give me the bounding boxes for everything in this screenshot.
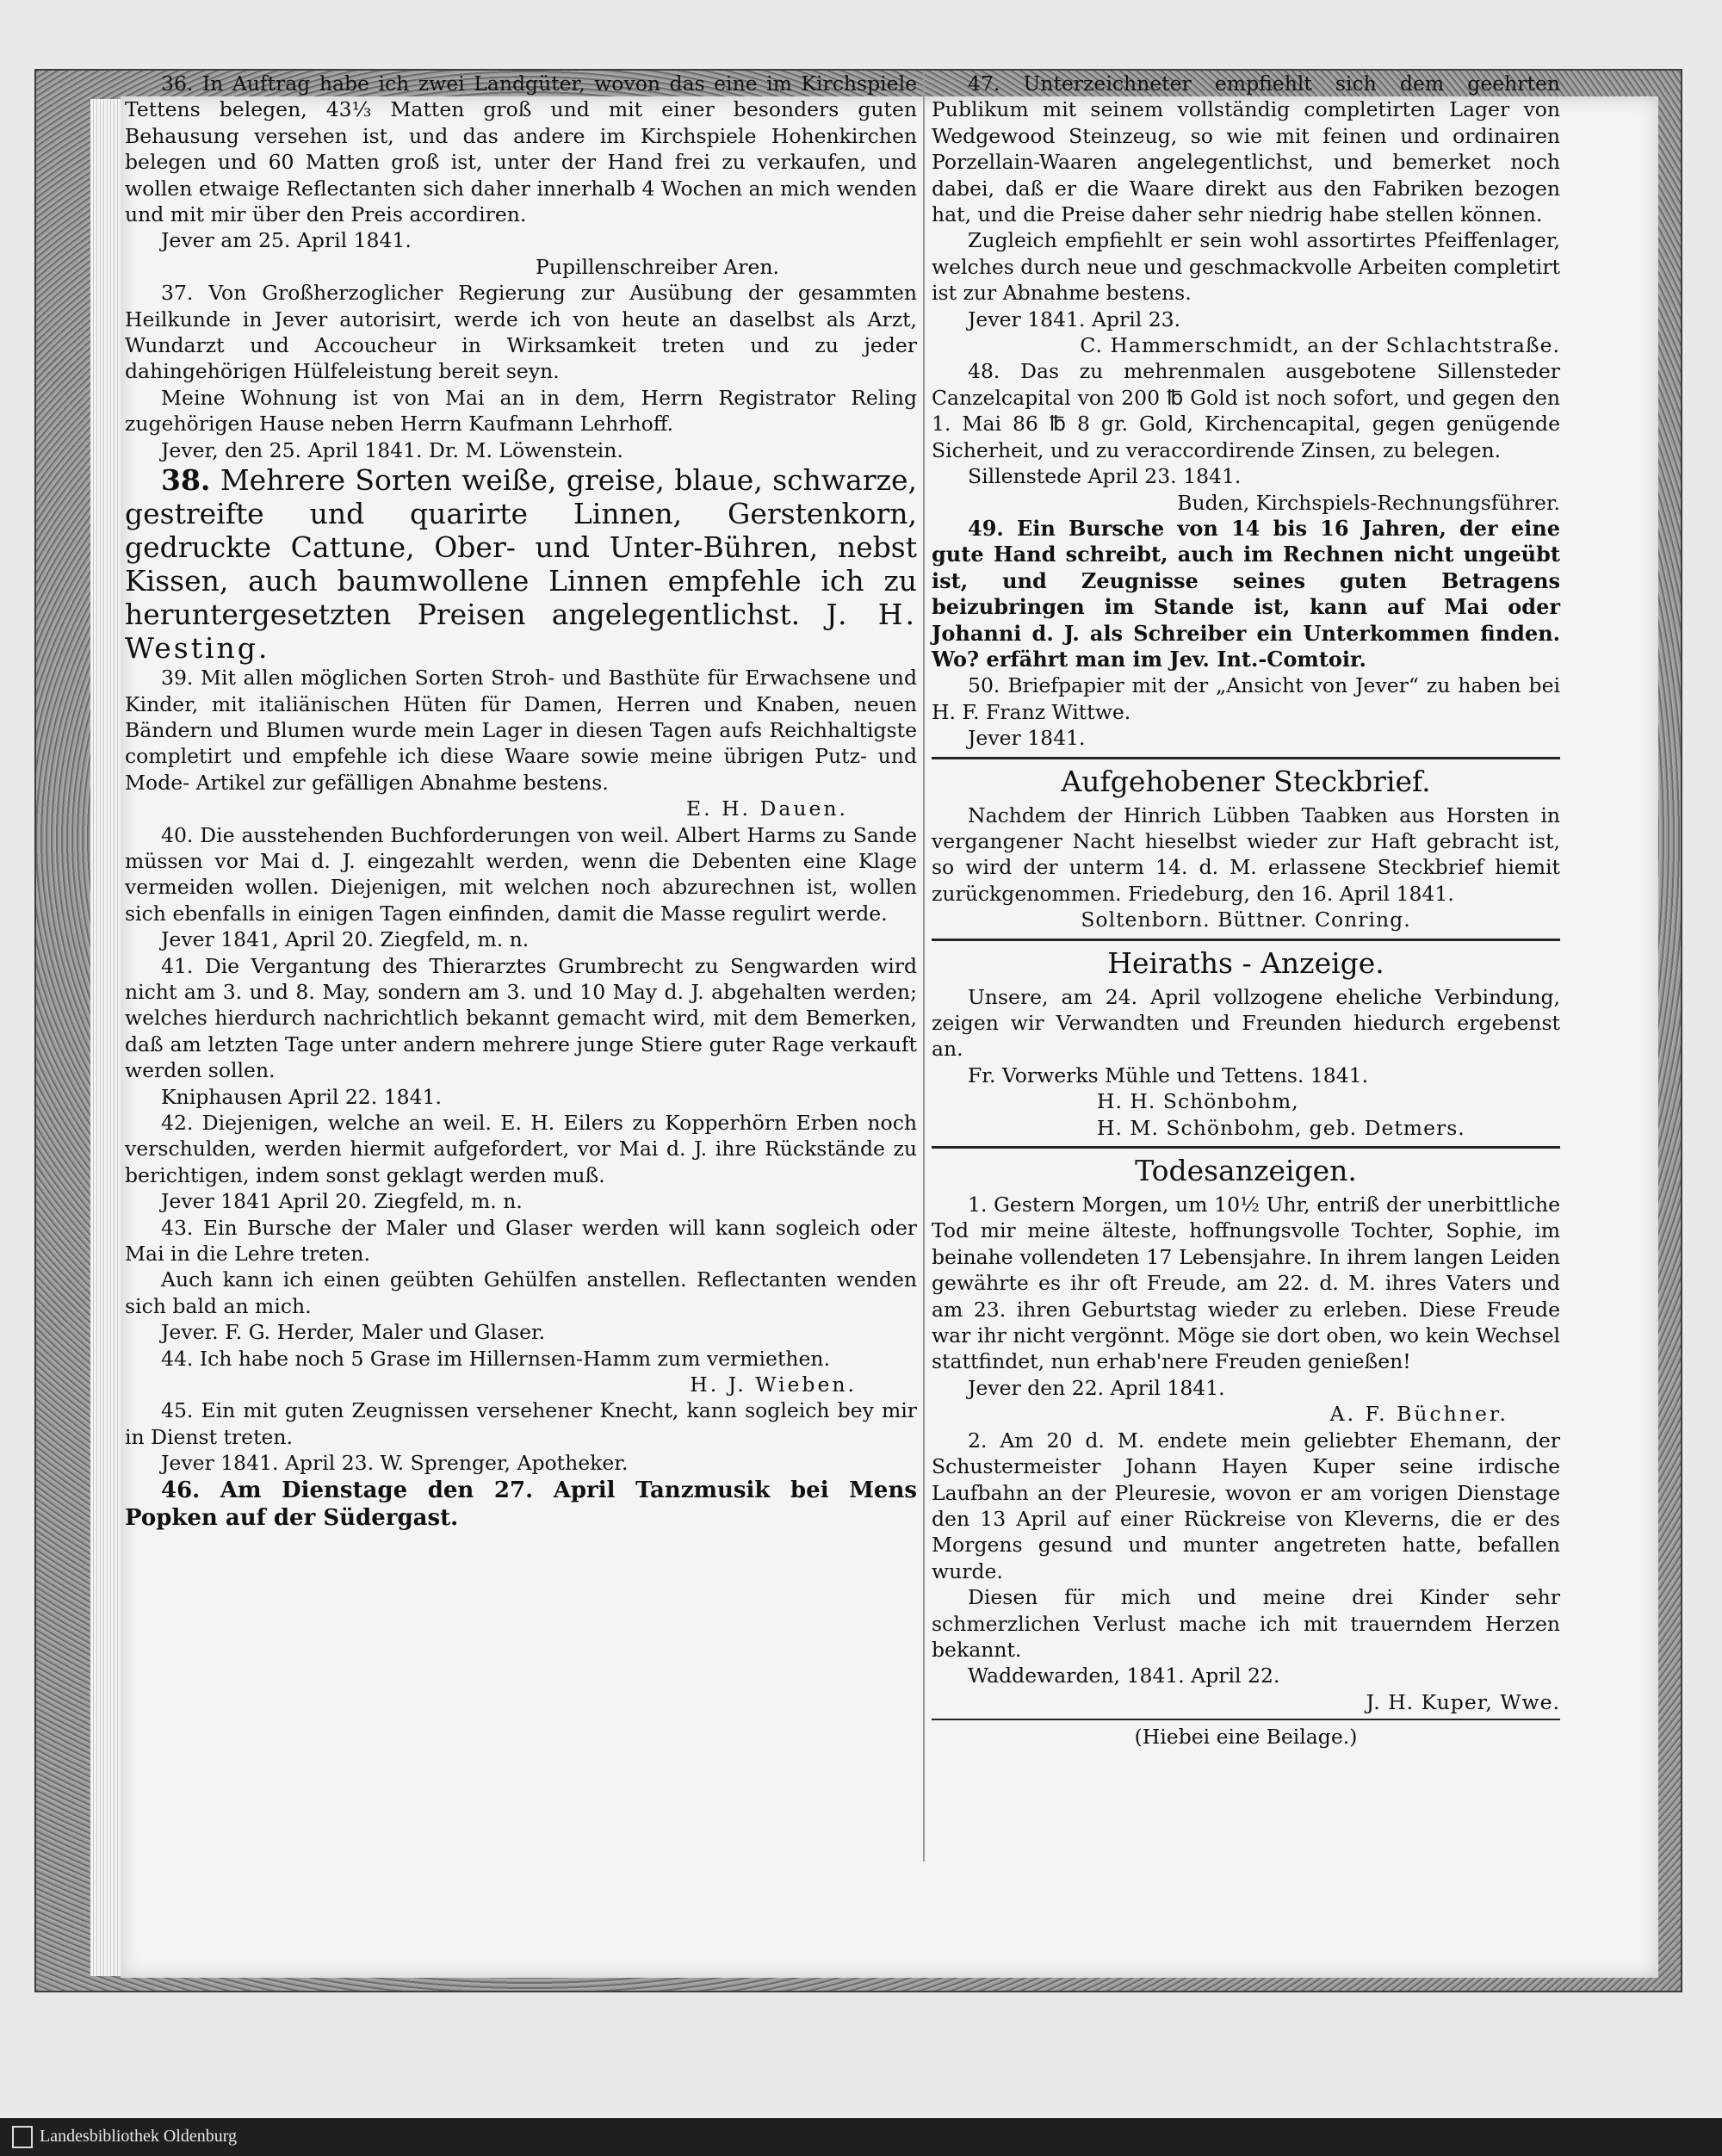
ad-43-text: 43. Ein Bursche der Maler und Glaser werden will kann sogleich oder Mai in die Lehre treten. xyxy=(125,1215,917,1267)
heirath-place: Fr. Vorwerks Mühle und Tettens. 1841. xyxy=(968,1063,1369,1087)
tod-2-date: Waddewarden, 1841. April 22. xyxy=(968,1663,1280,1688)
tod-2-text2: Diesen für mich und meine drei Kinder sehr schmerzlichen Verlust mache ich mit trauerndem Herzen bekannt. xyxy=(932,1585,1560,1662)
section-rule xyxy=(932,939,1560,941)
ad-45-date-signature: Jever 1841. April 23. W. Sprenger, Apotheker. xyxy=(161,1451,629,1476)
ad-36-date: Jever am 25. April 1841. xyxy=(161,228,412,253)
ad-39-text: 39. Mit allen möglichen Sorten Stroh- und Basthüte für Erwachsene und Kinder, mit italiänischen Hüten für Damen, Herren und Knaben, neuen Bändern und Blumen wurde mein Lager in diesen Tagen aufs Reichhaltigste completirt und empfehle ich diese Waare sowie meine übrigen Putz- und Mode- Artikel zur gefälligen Abnahme bestens. xyxy=(125,666,917,795)
ad-48-signature: Buden, Kirchspiels-Rechnungsführer. xyxy=(1177,490,1560,515)
library-name: Landesbibliothek Oldenburg xyxy=(40,2127,238,2146)
ad-37-text2: Meine Wohnung ist von Mai an in dem, Herrn Registrator Reling zugehörigen Hause neben Herrn Kaufmann Lehrhoff. xyxy=(125,385,917,437)
ad-48-date: Sillenstede April 23. 1841. xyxy=(968,464,1242,489)
heirath-heading: Heiraths - Anzeige. xyxy=(1107,945,1384,980)
section-rule xyxy=(932,1719,1560,1720)
tod-1-signature: A. F. Büchner. xyxy=(1329,1402,1508,1427)
heirath-signature-1: H. H. Schönbohm, xyxy=(1097,1089,1299,1114)
ad-37-date-signature: Jever, den 25. April 1841. Dr. M. Löwenstein. xyxy=(161,437,623,462)
ad-50-text: 50. Briefpapier mit der „Ansicht von Jever“ zu haben bei H. F. Franz Wittwe. xyxy=(932,673,1560,724)
ad-36-text: 36. In Auftrag habe ich zwei Landgüter, wovon das eine im Kirchspiele Tettens belegen, 43⅓ Matten groß und mit einer besonders guten Behausung versehen ist, und das andere im Kirchspiele Hohenkirchen belegen und 60 Matten groß ist, unter der Hand frei zu verkaufen, und wollen etwaige Reflectanten sich daher innerhalb 4 Wochen an mich wenden und mit mir über den Preis accordiren. xyxy=(125,71,917,227)
column-divider xyxy=(923,71,925,1862)
beilage-note: (Hiebei eine Beilage.) xyxy=(1134,1725,1358,1750)
ad-38-text: Mehrere Sorten weiße, greise, blaue, schwarze, gestreifte und quarirte Linnen, Gerstenkorn, gedruckte Cattune, Ober- und Unter-Bühren, nebst Kissen, auch baumwollene Linnen empfehle ich zu heruntergesetzten Preisen angelegentlichst. xyxy=(125,463,917,632)
left-column xyxy=(125,71,917,1532)
tod-2-signature: J. H. Kuper, Wwe. xyxy=(1366,1689,1560,1714)
ad-47-text: 47. Unterzeichneter empfiehlt sich dem geehrten Publikum mit seinem vollständig completirten Lager von Wedgewood Steinzeug, so wie mit feinen und ordinairen Porzellain-Waaren angelegentlichst, und bemerket noch dabei, daß er die Waare direkt aus den Fabriken bezogen hat, und die Preise daher sehr niedrig habe stellen können. xyxy=(932,71,1560,227)
ad-42-date-signature: Jever 1841 April 20. Ziegfeld, m. n. xyxy=(161,1189,523,1214)
footer-bar xyxy=(0,2118,1722,2156)
steckbrief-text: Nachdem der Hinrich Lübben Taabken aus Horsten in vergangener Nacht hieselbst wieder zur Haft gebracht ist, so wird der unterm 14. d. M. erlassene Steckbrief hiemit zurückgenommen. Friedeburg, den 16. April 1841. xyxy=(932,802,1560,906)
library-logo-icon xyxy=(12,2126,33,2148)
tod-2-text: 2. Am 20 d. M. endete mein geliebter Ehemann, der Schustermeister Johann Hayen Kuper seine irdische Laufbahn an der Pleuresie, wovon er am vorigen Dienstage den 13 April auf einer Rückreise von Kleverns, die er des Morgens gesund und munter angetreten hatte, befallen wurde. xyxy=(932,1428,1560,1583)
ad-47-text2: Zugleich empfiehlt er sein wohl assortirtes Pfeiffenlager, welches durch neue und geschmackvolle Arbeiten completirt ist zur Abnahme bestens. xyxy=(932,228,1560,306)
section-rule xyxy=(932,757,1560,759)
ad-47-date: Jever 1841. April 23. xyxy=(968,307,1181,331)
ad-46-text: 46. Am Dienstage den 27. April Tanzmusik bei Mens Popken auf der Südergast. xyxy=(125,1477,917,1531)
ad-42-text: 42. Diejenigen, welche an weil. E. H. Eilers zu Kopperhörn Erben noch verschulden, werden hiermit aufgefordert, vor Mai d. J. ihre Rückstände zu berichtigen, indem sonst geklagt werden muß. xyxy=(125,1111,917,1187)
right-column xyxy=(932,71,1560,1750)
section-rule xyxy=(932,1146,1560,1149)
ad-40-text: 40. Die ausstehenden Buchforderungen von weil. Albert Harms zu Sande müssen vor Mai d. J. eingezahlt werden, wenn die Debenten eine Klage vermeiden wollen. Diejenigen, mit welchen noch abzurechnen ist, wollen sich ebenfalls in einigen Tagen einfinden, damit die Masse regulirt werde. xyxy=(125,822,917,926)
tod-heading: Todesanzeigen. xyxy=(1135,1154,1357,1188)
ad-41-date: Kniphausen April 22. 1841. xyxy=(161,1084,442,1109)
ad-44-text: 44. Ich habe noch 5 Grase im Hillernsen-Hamm zum vermiethen. xyxy=(161,1346,831,1371)
ad-37-text: 37. Von Großherzoglicher Regierung zur Ausübung der gesammten Heilkunde in Jever autorisirt, werde ich von heute an daselbst als Arzt, Wundarzt und Accoucheur in Wirksamkeit treten und zu jeder dahingehörigen Hülfeleistung bereit seyn. xyxy=(125,281,917,384)
ad-40-date-signature: Jever 1841, April 20. Ziegfeld, m. n. xyxy=(161,927,530,952)
steckbrief-signature: Soltenborn. Büttner. Conring. xyxy=(1081,908,1411,932)
ad-44-signature: H. J. Wieben. xyxy=(690,1372,857,1397)
ad-45-text: 45. Ein mit guten Zeugnissen versehener Knecht, kann sogleich bey mir in Dienst treten. xyxy=(125,1398,917,1449)
ad-38-signature: J. H. Westing. xyxy=(125,598,917,666)
ad-48-text: 48. Das zu mehrenmalen ausgebotene Sillensteder Canzelcapital von 200 ℔ Gold ist noch sofort, und gegen den 1. Mai 86 ℔ 8 gr. Gold, Kirchencapital, gegen genügende Sicherheit, und zu veraccordirende Zinsen, zu belegen. xyxy=(932,359,1560,462)
steckbrief-heading: Aufgehobener Steckbrief. xyxy=(1061,764,1431,798)
tod-1-date: Jever den 22. April 1841. xyxy=(968,1375,1225,1400)
heirath-text: Unsere, am 24. April vollzogene eheliche Verbindung, zeigen wir Verwandten und Freunden hiedurch ergebenst an. xyxy=(932,984,1560,1062)
heirath-signature-2: H. M. Schönbohm, geb. Detmers. xyxy=(1097,1115,1465,1140)
ad-47-signature: C. Hammerschmidt, an der Schlachtstraße. xyxy=(1080,333,1560,358)
ad-36-signature: Pupillenschreiber Aren. xyxy=(536,254,779,279)
ad-43-text2: Auch kann ich einen geübten Gehülfen anstellen. Reflectanten wenden sich bald an mich. xyxy=(125,1267,917,1318)
ad-50-date: Jever 1841. xyxy=(968,726,1086,751)
ad-39-signature: E. H. Dauen. xyxy=(685,796,848,821)
ad-49-text: 49. Ein Bursche von 14 bis 16 Jahren, der eine gute Hand schreibt, auch im Rechnen nicht ungeübt ist, und Zeugnisse seines guten Betragens beizubringen im Stande ist, kann auf Mai oder Johanni d. J. als Schreiber ein Unterkommen finden. Wo? erfährt man im Jev. Int.-Comtoir. xyxy=(932,515,1560,672)
ad-38-number: 38. xyxy=(161,463,211,498)
ad-41-text: 41. Die Vergantung des Thierarztes Grumbrecht zu Sengwarden wird nicht am 3. und 8. May, sondern am 3. und 10 May d. J. abgehalten werden; welches hierdurch nachrichtlich bekannt gemacht wird, mit dem Bemerken, daß am letzten Tage unter andern mehrere junge Stiere guter Rage verkauft werden sollen. xyxy=(125,953,917,1083)
page-edges xyxy=(90,99,125,1976)
ad-43-date-signature: Jever. F. G. Herder, Maler und Glaser. xyxy=(161,1320,546,1345)
tod-1-text: 1. Gestern Morgen, um 10½ Uhr, entriß der unerbittliche Tod mir meine älteste, hoffnungsvolle Tochter, Sophie, im beinahe vollendeten 17 Lebensjahre. In ihrem langen Leiden gewährte es ihr oft Freude, am 22. d. M. ihres Vaters und am 23. ihren Geburtstag wieder zu erleben. Diese Freude war ihr nicht vergönnt. Möge sie dort oben, wo kein Wechsel stattfindet, nun erhab'nere Freuden genießen! xyxy=(932,1193,1560,1374)
ad-38 xyxy=(125,463,917,665)
